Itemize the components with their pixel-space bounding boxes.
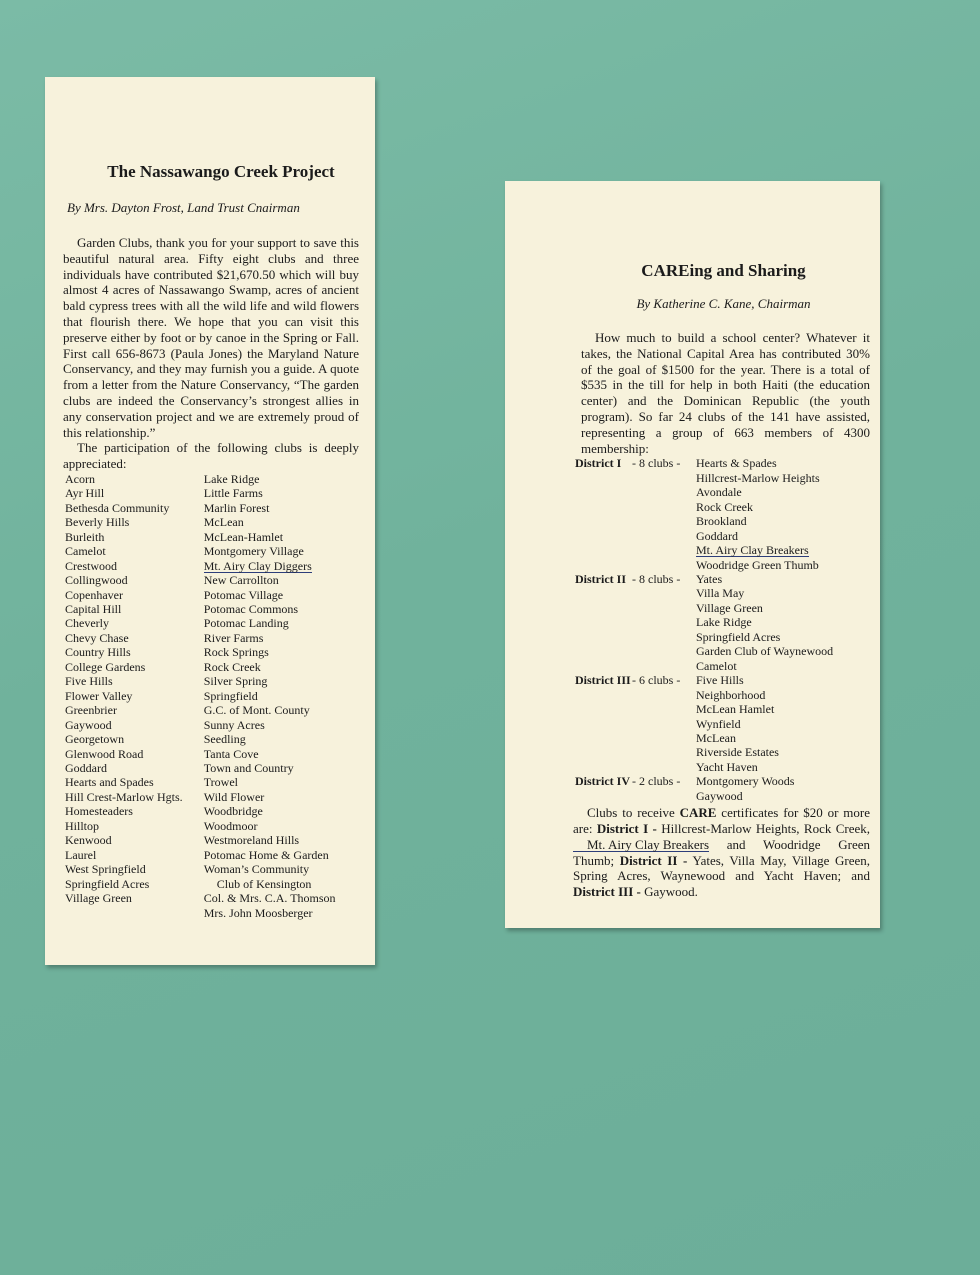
club-list-item (204, 588, 359, 602)
club-list-item (204, 703, 359, 717)
club-name: Greenbrier (65, 703, 117, 718)
club-list-item (65, 804, 204, 818)
club-name: Bethesda Community (65, 500, 170, 515)
club-list-item (65, 790, 204, 804)
club-name: Potomac Village (203, 587, 284, 602)
club-name: Marlin Forest (203, 500, 270, 515)
district-club: Brookland (696, 514, 747, 529)
club-list-item (65, 559, 204, 573)
club-name: Camelot (65, 544, 106, 559)
club-name: Town and Country (203, 761, 294, 776)
club-list-item (65, 775, 204, 789)
district-club: Mt. Airy Clay Breakers (696, 543, 809, 558)
club-list-item (65, 515, 204, 529)
club-name: Homesteaders (65, 804, 133, 819)
club-list-item (65, 501, 204, 515)
district-club: Yates (696, 572, 723, 586)
club-list-item (204, 530, 359, 544)
club-name: Woodmoor (203, 818, 258, 833)
district-row (575, 572, 870, 673)
club-name: Rock Springs (203, 645, 269, 660)
district-club: Five Hills (696, 673, 744, 688)
club-list-right (204, 472, 359, 920)
club-list-item (204, 515, 359, 529)
district-list (575, 456, 870, 803)
district-label: District II - (619, 852, 688, 868)
club-list-item (204, 631, 359, 645)
club-list-item (204, 804, 359, 818)
district-count: - 2 clubs - (632, 774, 681, 789)
district-row (575, 673, 870, 774)
club-name: Kenwood (65, 833, 112, 848)
club-list-item (65, 530, 204, 544)
club-list-item (204, 559, 359, 573)
club-name: Copenhaver (65, 587, 123, 602)
club-list-item (204, 718, 359, 732)
club-list-item (65, 602, 204, 616)
clipping1-title: The Nassawango Creek Project (107, 162, 335, 181)
district-name: District II (575, 572, 626, 586)
district-club: Riverside Estates (696, 745, 779, 760)
club-name: Club of Kensington (216, 876, 312, 891)
club-name: McLean-Hamlet (203, 529, 284, 544)
club-list-item (204, 790, 359, 804)
club-list-item (65, 862, 204, 876)
club-name: Hilltop (65, 818, 100, 833)
club-name: Springfield (203, 688, 258, 703)
club-name: Woodbridge (203, 804, 263, 819)
district-club: Rock Creek (696, 499, 753, 514)
club-list-item (204, 891, 359, 905)
club-list-item (65, 674, 204, 688)
district-name: District I (575, 456, 622, 471)
club-list-item (204, 689, 359, 703)
club-list-item (204, 819, 359, 833)
clipping2-outro (573, 805, 870, 900)
clipping2-title: CAREing and Sharing (641, 261, 806, 280)
club-list-item (65, 891, 204, 905)
club-list-item (65, 573, 204, 587)
club-list-item (65, 588, 204, 602)
club-list-item (65, 833, 204, 847)
club-name: Westmoreland Hills (203, 833, 300, 848)
district-club: Gaywood (696, 788, 743, 803)
district-club: Goddard (696, 528, 738, 543)
club-list-item (204, 573, 359, 587)
club-name: Montgomery Village (203, 544, 304, 559)
club-name: Rock Creek (203, 659, 261, 674)
club-name: Tanta Cove (203, 746, 259, 761)
clipping1-paragraph1: Garden Clubs, thank you for your support to save this beautiful natural area. Fifty eight clubs and three individuals have contributed $21,670.50 which will buy almost 4 acres of Nassawango Swamp, acres of ancient bald cypress trees with all the wild life and wild flowers that flourish there. We hope that you can visit this preserve either by foot or by canoe in the Spring or Fall. First call 656-8673 (Paula Jones) the Maryland Nature Conservancy, and they may furnish you a guide. A quote from a letter from the Nature Conservancy, “The garden clubs are indeed the Conservancy’s strongest allies in any conservation project and we are extremely proud of this relationship.” (63, 235, 359, 440)
club-name: Hill Crest-Marlow Hgts. (65, 789, 183, 804)
club-name: Five Hills (65, 674, 113, 689)
club-list-item (204, 862, 359, 876)
clipping1-paragraph2: The participation of the following clubs is deeply appreciated: (63, 440, 359, 472)
club-name: Cheverly (65, 616, 109, 631)
club-name: McLean (203, 515, 244, 530)
club-name: Chevy Chase (65, 630, 129, 645)
club-list-item (204, 645, 359, 659)
district-label: District III - (573, 884, 641, 900)
club-name: Sunny Acres (203, 717, 265, 732)
club-list-item (204, 674, 359, 688)
club-list-item (204, 660, 359, 674)
clipping-careing (505, 181, 880, 928)
club-list-item (204, 732, 359, 746)
clipping1-byline: By Mrs. Dayton Frost, Land Trust Cnairman (67, 200, 300, 215)
district-clubs (696, 456, 820, 572)
district-club: Camelot (696, 658, 737, 673)
district-name: District III (575, 673, 631, 688)
district-club: Avondale (696, 485, 742, 500)
district-club: Hearts & Spades (696, 456, 777, 471)
district-club: Wynfield (696, 716, 741, 731)
club-list-item (65, 645, 204, 659)
club-list-item (65, 660, 204, 674)
club-name: Lake Ridge (203, 471, 260, 486)
club-name: Hearts and Spades (65, 775, 154, 790)
club-list-item (204, 761, 359, 775)
club-name: Collingwood (65, 573, 128, 588)
club-list-item (65, 848, 204, 862)
club-list-item (65, 877, 204, 891)
club-list-item (65, 689, 204, 703)
district-row (575, 774, 870, 803)
district-club: Village Green (696, 600, 763, 615)
club-list-item (204, 501, 359, 515)
club-name: Woman’s Community (203, 862, 310, 877)
club-name: Georgetown (65, 732, 125, 747)
club-name: College Gardens (65, 659, 146, 674)
club-list-item (65, 747, 204, 761)
club-list-item (204, 616, 359, 630)
club-list-item (204, 833, 359, 847)
club-name: Mt. Airy Clay Diggers (203, 558, 312, 573)
district-club: Villa May (696, 586, 745, 601)
club-name: Silver Spring (203, 674, 268, 689)
outro-text: Gaywood. (640, 884, 698, 900)
club-list-item (204, 486, 359, 500)
district-clubs (696, 774, 794, 803)
district-row (575, 456, 870, 572)
district-name: District IV (575, 774, 630, 789)
outro-text: Clubs to receive (587, 805, 680, 821)
club-name: Gaywood (65, 717, 112, 732)
club-name: Wild Flower (203, 789, 265, 804)
club-name: Glenwood Road (65, 746, 144, 761)
club-name: Village Green (65, 891, 132, 906)
district-count: - 6 clubs - (632, 673, 681, 688)
clipping2-byline: By Katherine C. Kane, Chairman (636, 296, 811, 311)
club-list-item (204, 906, 359, 920)
club-name: West Springfield (65, 862, 146, 877)
club-list-item (65, 472, 204, 486)
club-name: Little Farms (203, 486, 263, 501)
club-list-item (65, 819, 204, 833)
district-club: Springfield Acres (696, 629, 781, 644)
outro-text: and Woodridge Green Thumb; (573, 836, 870, 868)
district-club: Montgomery Woods (696, 774, 795, 789)
club-name: Col. & Mrs. C.A. Thomson (203, 891, 336, 906)
club-name: Flower Valley (65, 688, 133, 703)
club-name: G.C. of Mont. County (203, 703, 310, 718)
district-club: Hillcrest-Marlow Heights (696, 470, 820, 485)
underlined-club: Mt. Airy Clay Breakers (573, 839, 709, 852)
club-name: Potomac Commons (203, 602, 299, 617)
club-name: New Carrollton (203, 573, 279, 588)
club-name: Goddard (65, 761, 107, 776)
club-name: Potomac Landing (203, 616, 289, 631)
club-list (63, 472, 359, 920)
club-list-item (65, 732, 204, 746)
outro-text: Hillcrest-Marlow Heights, Rock Creek, (656, 821, 870, 837)
outro-text: Yates, Villa May, Village Green, Spring Acres, Waynewood and Yacht Haven; and (573, 852, 870, 884)
district-club: Lake Ridge (696, 615, 752, 630)
club-name: Seedling (203, 732, 246, 747)
club-list-item (65, 631, 204, 645)
district-clubs (696, 572, 833, 673)
district-count: - 8 clubs - (632, 572, 681, 586)
club-name: Crestwood (65, 558, 117, 573)
outro-text: certificates for $20 or more are: (573, 805, 870, 837)
club-name: Beverly Hills (65, 515, 130, 530)
club-name: Mrs. John Moosberger (203, 905, 313, 920)
district-clubs (696, 673, 779, 774)
club-list-item (65, 761, 204, 775)
club-name: Capital Hill (65, 602, 122, 617)
club-list-item (204, 544, 359, 558)
district-club: Yacht Haven (696, 759, 758, 774)
club-list-item (65, 703, 204, 717)
club-list-left (63, 472, 204, 920)
club-name: Country Hills (65, 645, 131, 660)
club-list-item (204, 775, 359, 789)
club-list-item (204, 747, 359, 761)
district-club: Woodridge Green Thumb (696, 557, 819, 572)
district-club: Garden Club of Waynewood (696, 644, 834, 659)
district-club: Neighborhood (696, 687, 766, 702)
club-name: Laurel (65, 847, 97, 862)
club-list-item (65, 718, 204, 732)
club-name: River Farms (203, 630, 264, 645)
clipping2-paragraph1: How much to build a school center? Whatever it takes, the National Capital Area has contributed 30% of the goal of $1500 for the year. There is a total of $535 in the till for help in both Haiti (the education center) and the Dominican Republic (the youth program). So far 24 clubs of the 141 have assisted, representing a group of 663 members of 4300 membership: (581, 330, 870, 456)
clipping-nassawango (45, 77, 375, 965)
club-list-item (65, 544, 204, 558)
club-name: Springfield Acres (65, 876, 150, 891)
district-club: McLean (696, 730, 736, 745)
club-list-item (65, 486, 204, 500)
care-word: CARE (679, 805, 717, 821)
district-label: District I - (596, 821, 657, 837)
club-name: Burleith (65, 529, 105, 544)
club-list-item (204, 877, 359, 891)
club-name: Ayr Hill (65, 486, 105, 501)
club-list-item (204, 848, 359, 862)
club-list-item (204, 472, 359, 486)
club-name: Acorn (65, 471, 95, 486)
club-name: Potomac Home & Garden (203, 847, 329, 862)
club-name: Trowel (203, 775, 238, 790)
club-list-item (65, 616, 204, 630)
district-club: McLean Hamlet (696, 702, 775, 717)
district-count: - 8 clubs - (632, 456, 681, 471)
club-list-item (204, 602, 359, 616)
